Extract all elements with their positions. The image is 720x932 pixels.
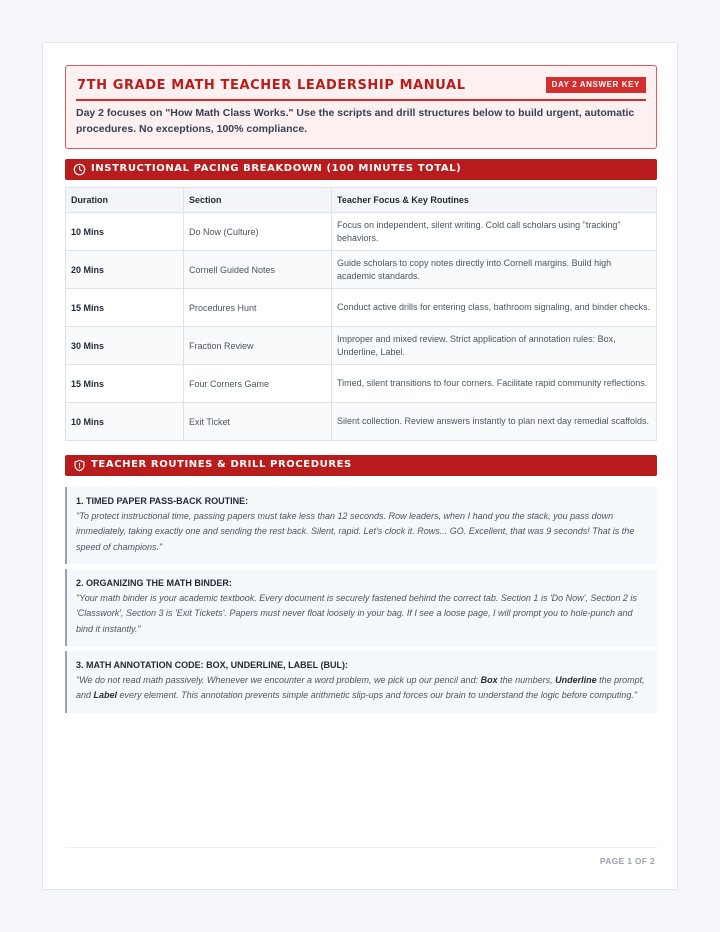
duration-cell: 10 Mins (66, 213, 184, 251)
answer-key-badge: DAY 2 ANSWER KEY (546, 77, 646, 93)
routine-script: "To protect instructional time, passing papers must take less than 12 seconds. Row leaders, when I hand you the stack, you pass down immediately, taking exactly one and sending the rest back. Silent, rapid. Let's clock it. Rows... GO. Excellent, that was 9 seconds! That is the speed of champions." (76, 511, 635, 552)
focus-cell: Improper and mixed review. Strict application of annotation rules: Box, Underline, Label. (332, 327, 657, 365)
footer-divider (65, 847, 657, 848)
focus-cell: Guide scholars to copy notes directly into Cornell margins. Build high academic standards. (332, 251, 657, 289)
script-text: "We do not read math passively. Whenever we encounter a word problem, we pick up our pencil and: (76, 675, 481, 685)
table-row (66, 403, 657, 441)
routine-card (65, 487, 657, 564)
column-header-focus: Teacher Focus & Key Routines (332, 188, 657, 213)
pacing-heading: INSTRUCTIONAL PACING BREAKDOWN (100 MINUTES TOTAL) (91, 163, 462, 174)
table-row (66, 327, 657, 365)
section-cell: Exit Ticket (184, 403, 332, 441)
duration-cell: 15 Mins (66, 289, 184, 327)
table-header-row (66, 188, 657, 213)
manual-description: Day 2 focuses on "How Math Class Works." Use the scripts and drill structures below to build urgent, automatic procedures. No exceptions, 100% compliance. (76, 107, 635, 135)
duration-cell: 20 Mins (66, 251, 184, 289)
routine-title: 3. MATH ANNOTATION CODE: BOX, UNDERLINE, LABEL (BUL): (76, 660, 348, 670)
routine-card (65, 569, 657, 646)
clock-icon (73, 163, 86, 176)
manual-title: 7TH GRADE MATH TEACHER LEADERSHIP MANUAL (77, 78, 466, 93)
table-row (66, 213, 657, 251)
section-cell: Fraction Review (184, 327, 332, 365)
keyword-underline: Underline (555, 675, 597, 685)
routine-title: 2. ORGANIZING THE MATH BINDER: (76, 578, 232, 588)
script-text: the prompt, and (76, 675, 645, 701)
pacing-section-bar (65, 159, 657, 180)
focus-cell: Timed, silent transitions to four corners. Facilitate rapid community reflections. (332, 365, 657, 403)
header-divider (76, 99, 646, 101)
pacing-table (65, 187, 657, 441)
focus-cell: Conduct active drills for entering class, bathroom signaling, and binder checks. (332, 289, 657, 327)
keyword-box: Box (480, 675, 498, 685)
document-page (42, 42, 678, 890)
duration-cell: 10 Mins (66, 403, 184, 441)
script-text: the numbers, (497, 675, 556, 685)
section-cell: Do Now (Culture) (184, 213, 332, 251)
table-row (66, 365, 657, 403)
routines-heading: TEACHER ROUTINES & DRILL PROCEDURES (91, 459, 352, 470)
shield-icon (73, 459, 86, 472)
section-cell: Cornell Guided Notes (184, 251, 332, 289)
routine-card (65, 651, 657, 713)
duration-cell: 30 Mins (66, 327, 184, 365)
section-cell: Four Corners Game (184, 365, 332, 403)
table-row (66, 289, 657, 327)
column-header-duration: Duration (66, 188, 184, 213)
routines-section-bar (65, 455, 657, 476)
duration-cell: 15 Mins (66, 365, 184, 403)
manual-header (65, 65, 657, 149)
routine-script (76, 673, 648, 704)
page-number: PAGE 1 OF 2 (599, 856, 655, 866)
table-row (66, 251, 657, 289)
keyword-label: Label (93, 690, 118, 701)
routine-title: 1. TIMED PAPER PASS-BACK ROUTINE: (76, 496, 249, 506)
script-text: every element. This annotation prevents simple arithmetic slip-ups and forces our brain to understand the logic before computing." (117, 690, 638, 701)
column-header-section: Section (184, 188, 332, 213)
section-cell: Procedures Hunt (184, 289, 332, 327)
focus-cell: Focus on independent, silent writing. Cold call scholars using "tracking" behaviors. (332, 213, 657, 251)
routine-script: "Your math binder is your academic textbook. Every document is securely fastened behind the correct tab. Section 1 is 'Do Now', Section 2 is 'Classwork', Section 3 is 'Exit Tickets'. Papers must never float loosely in your bag. If I see a loose page, I will prompt you to hole-punch and bind it instantly." (76, 593, 637, 634)
focus-cell: Silent collection. Review answers instantly to plan next day remedial scaffolds. (332, 403, 657, 441)
